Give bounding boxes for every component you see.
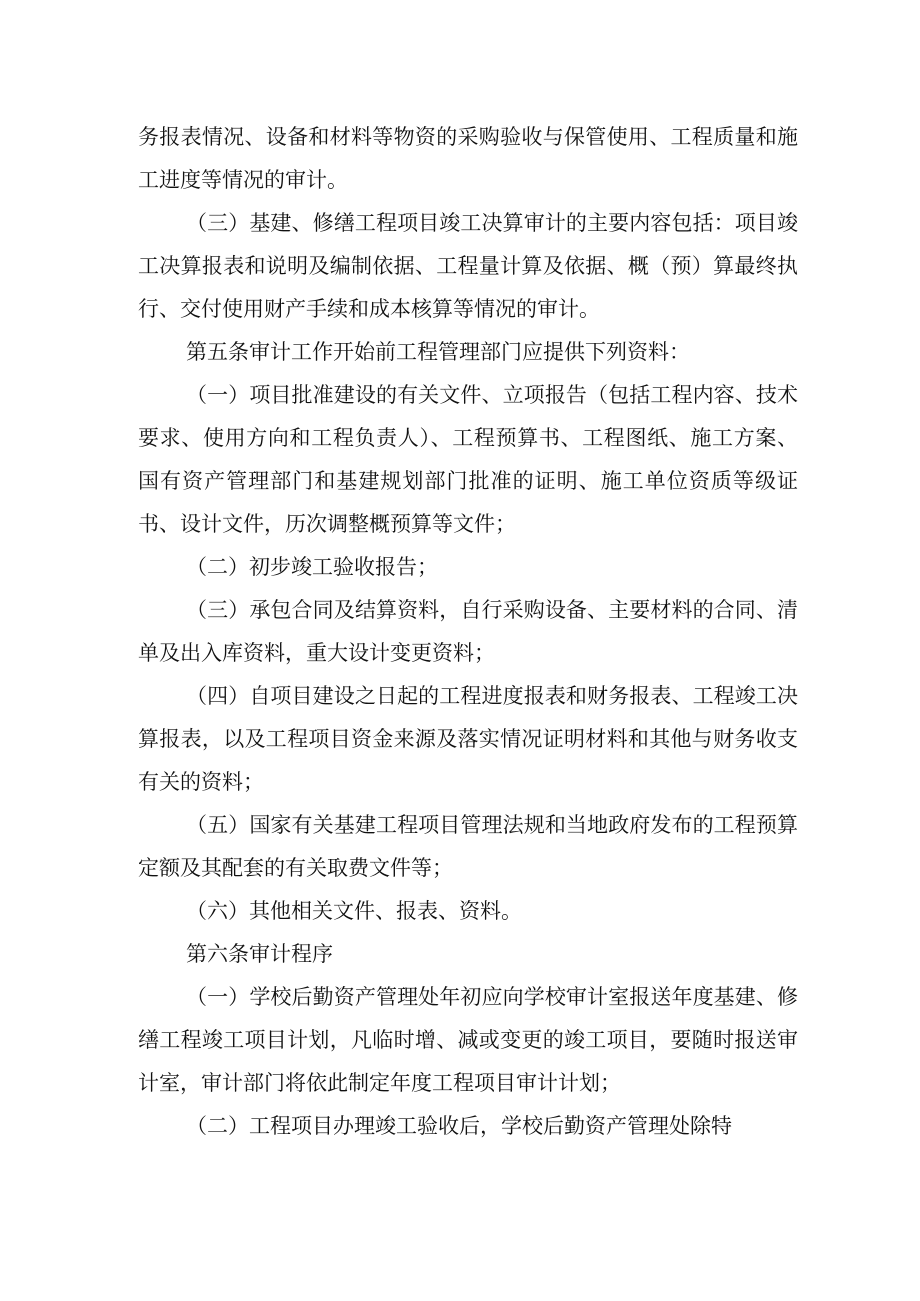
paragraph-article-5-item-6: （六）其他相关文件、报表、资料。 bbox=[186, 899, 522, 923]
paragraph-article-5-item-1: （一）项目批准建设的有关文件、立项报告（包括工程内容、技术要求、使用方向和工程负责人）、工程预算书、工程图纸、施工方案、国有资产管理部门和基建规划部门批准的证明、施工单位资质等级证书、设计文件，历次调整概预算等文件； bbox=[138, 383, 798, 536]
paragraph-article-5-item-4: （四）自项目建设之日起的工程进度报表和财务报表、工程竣工决算报表，以及工程项目资金来源及落实情况证明材料和其他与财务收支有关的资料； bbox=[138, 684, 798, 794]
paragraph-article-5-item-5: （五）国家有关基建工程项目管理法规和当地政府发布的工程预算定额及其配套的有关取费文件等； bbox=[138, 813, 798, 880]
paragraph-article-5: 第五条审计工作开始前工程管理部门应提供下列资料： bbox=[186, 340, 690, 364]
paragraph-article-5-item-3: （三）承包合同及结算资料，自行采购设备、主要材料的合同、清单及出入库资料，重大设计变更资料； bbox=[138, 598, 798, 665]
paragraph-article-6: 第六条审计程序 bbox=[186, 942, 333, 966]
paragraph-article-6-item-2: （二）工程项目办理竣工验收后，学校后勤资产管理处除特 bbox=[186, 1114, 732, 1138]
document-body bbox=[138, 116, 798, 1148]
paragraph-article-5-item-2: （二）初步竣工验收报告； bbox=[186, 555, 438, 579]
paragraph-continuation: 务报表情况、设备和材料等物资的采购验收与保管使用、工程质量和施工进度等情况的审计。 bbox=[138, 125, 798, 192]
paragraph-item-3-final-audit: （三）基建、修缮工程项目竣工决算审计的主要内容包括：项目竣工决算报表和说明及编制依据、工程量计算及依据、概（预）算最终执行、交付使用财产手续和成本核算等情况的审计。 bbox=[138, 211, 798, 321]
paragraph-article-6-item-1: （一）学校后勤资产管理处年初应向学校审计室报送年度基建、修缮工程竣工项目计划，凡临时增、减或变更的竣工项目，要随时报送审计室，审计部门将依此制定年度工程项目审计计划； bbox=[138, 985, 798, 1095]
